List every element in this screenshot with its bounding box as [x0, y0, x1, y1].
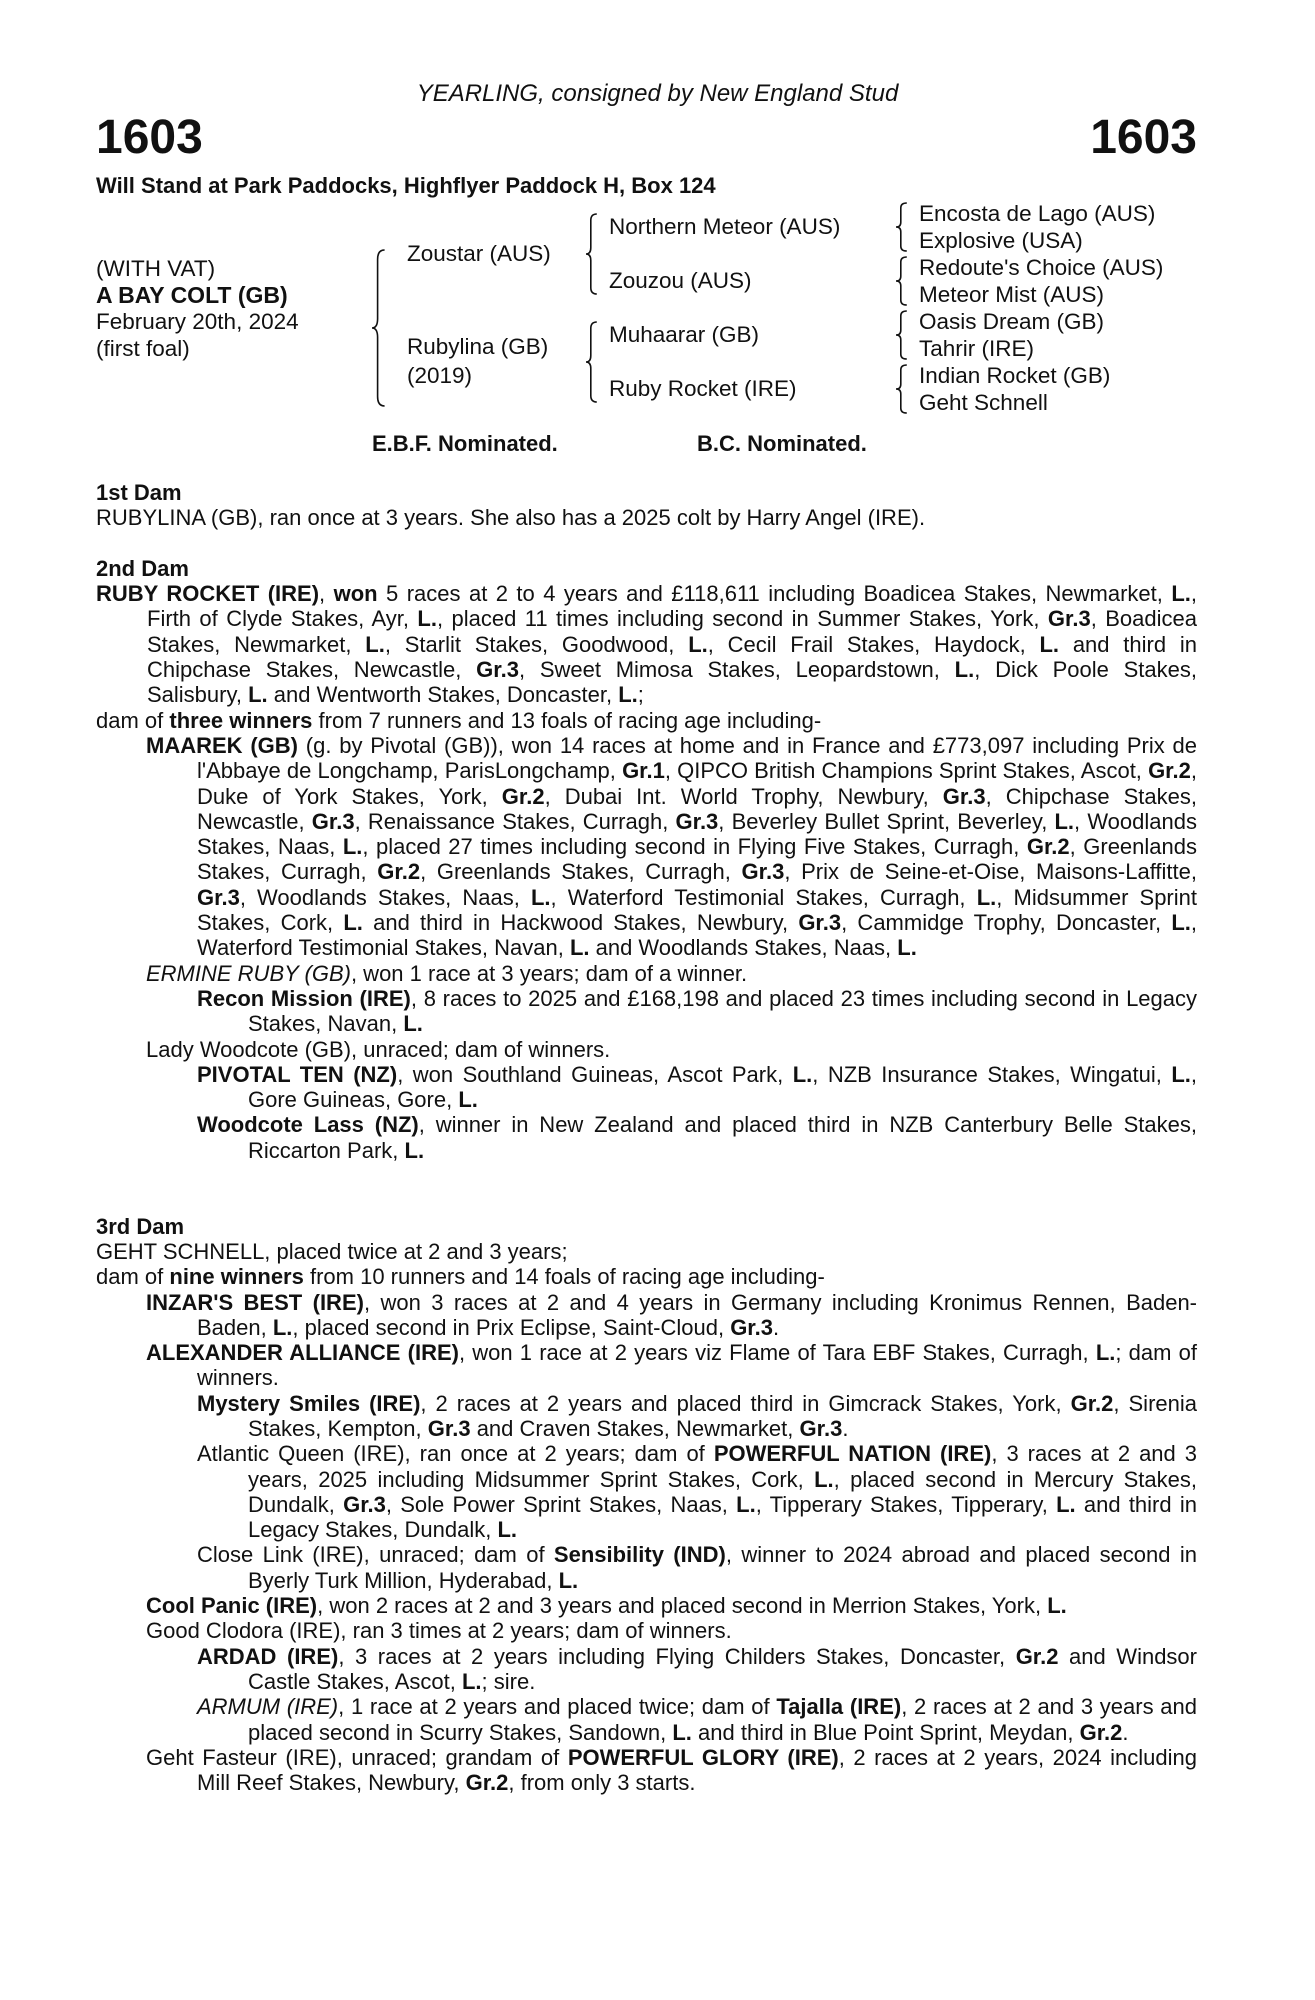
text-run: , Cammidge Trophy, Doncaster, [841, 910, 1172, 936]
bold-text: L. [497, 1517, 518, 1543]
dam-year: (2019) [407, 363, 473, 388]
bold-text: L. [976, 884, 997, 910]
bold-text: Recon Mission (IRE) [197, 985, 411, 1011]
dam-records [96, 480, 1197, 1821]
text-run: , winner in New Zealand and placed third in NZB Canterbury Belle Stakes, Riccarton Park, [248, 1112, 1197, 1163]
bold-text: POWERFUL GLORY (IRE) [567, 1744, 839, 1770]
bold-text: Gr.3 [741, 859, 785, 885]
bold-text: Gr.2 [377, 859, 421, 885]
text-run: , won 3 races at 2 and 4 years in Germany including Kronimus Rennen, Baden-Baden, [197, 1289, 1198, 1340]
record-paragraph [96, 505, 1197, 530]
ancestor-g3-8: Geht Schnell [919, 390, 1048, 415]
record-paragraph [96, 581, 1197, 707]
text-run: Good Clodora (IRE), ran 3 times at 2 years; dam of winners. [146, 1618, 732, 1644]
pedigree-brace-g3-3 [896, 311, 908, 359]
text-run: , QIPCO British Champions Sprint Stakes, Ascot, [664, 758, 1149, 784]
record-paragraph [96, 1239, 1197, 1264]
text-run: , Beverley Bullet Sprint, Beverley, [718, 808, 1055, 834]
record-paragraph [96, 1264, 1197, 1289]
bold-text: Gr.2 [465, 1770, 509, 1796]
bold-text: Gr.3 [476, 657, 519, 683]
text-run: and third in Blue Point Sprint, Meydan, [691, 1719, 1080, 1745]
bold-text: L. [461, 1668, 482, 1694]
bold-text: Gr.2 [501, 783, 545, 809]
bold-text: L. [343, 910, 363, 936]
bold-text: L. [248, 682, 268, 708]
text-run: , won 1 race at 2 years viz Flame of Tara EBF Stakes, Curragh, [458, 1340, 1096, 1366]
ancestor-g3-1: Encosta de Lago (AUS) [919, 201, 1156, 226]
bold-text: L. [404, 1137, 425, 1163]
lot-number-left: 1603 [96, 111, 203, 164]
record-paragraph [96, 1593, 1197, 1618]
record-paragraph [96, 1062, 1197, 1113]
text-run: , won Southland Guineas, Ascot Park, [397, 1061, 793, 1087]
text-run: and Wentworth Stakes, Doncaster, [267, 682, 619, 708]
bold-text: MAAREK (GB) [146, 732, 298, 758]
bold-text: L. [458, 1087, 478, 1113]
grandsire-1: Northern Meteor (AUS) [609, 214, 841, 239]
bold-text: L. [954, 657, 975, 683]
bold-text: Gr.3 [427, 1415, 471, 1441]
bold-text: L. [558, 1567, 579, 1593]
ancestor-g3-6: Tahrir (IRE) [919, 336, 1035, 361]
text-run: dam of [96, 707, 170, 733]
bold-text: RUBY ROCKET (IRE) [96, 581, 320, 607]
section-heading: 3rd Dam [96, 1213, 185, 1239]
text-run: , Waterford Testimonial Stakes, Navan, [197, 910, 1197, 961]
record-paragraph [96, 1745, 1197, 1796]
bold-text: L. [272, 1314, 293, 1340]
granddam-2: Ruby Rocket (IRE) [609, 376, 797, 401]
ancestor-g3-4: Meteor Mist (AUS) [919, 282, 1105, 307]
text-run: . [1122, 1719, 1129, 1745]
bold-text: Gr.3 [343, 1491, 386, 1517]
ebf-nomination: E.B.F. Nominated. [372, 431, 558, 456]
bold-text: Gr.2 [1015, 1643, 1059, 1669]
text-run: , Prix de Seine-et-Oise, Maisons-Laffitte, [784, 859, 1198, 885]
bold-text: Gr.3 [942, 783, 986, 809]
pedigree-brace-g3-2 [896, 257, 908, 305]
record-paragraph [96, 1340, 1197, 1391]
bold-text: POWERFUL NATION (IRE) [713, 1441, 992, 1467]
bold-text: L. [814, 1466, 834, 1492]
text-run: , Woodlands Stakes, Naas, [239, 884, 531, 910]
text-run: GEHT SCHNELL, placed twice at 2 and 3 years; [96, 1238, 568, 1264]
record-paragraph [96, 1391, 1197, 1442]
bold-text: L. [530, 884, 551, 910]
record-paragraph [96, 1542, 1197, 1593]
pedigree-brace-sire [586, 214, 598, 294]
record-paragraph [96, 1694, 1197, 1745]
bold-text: L. [365, 631, 385, 657]
stand-location: Will Stand at Park Paddocks, Highflyer Paddock H, Box 124 [96, 173, 716, 198]
text-run: 5 races at 2 to 4 years and £118,611 including Boadicea Stakes, Newmarket, [377, 581, 1172, 607]
text-run: , Firth of Clyde Stakes, Ayr, [147, 581, 1197, 632]
text-run: , 2 races at 2 years and placed third in Gimcrack Stakes, York, [420, 1390, 1071, 1416]
bold-text: Cool Panic (IRE) [146, 1593, 318, 1619]
bold-text: Tajalla (IRE) [776, 1694, 902, 1720]
text-run: , won 1 race at 3 years; dam of a winner. [350, 960, 748, 986]
bold-text: L. [688, 631, 708, 657]
text-run: from 7 runners and 13 foals of racing age including- [312, 707, 822, 733]
bold-text: L. [403, 1011, 423, 1037]
bold-text: L. [792, 1061, 813, 1087]
bold-text: won [333, 581, 378, 607]
bold-text: L. [342, 834, 363, 860]
ancestor-g3-3: Redoute's Choice (AUS) [919, 255, 1164, 280]
bold-text: Woodcote Lass (NZ) [197, 1112, 419, 1138]
bold-text: L. [618, 682, 638, 708]
text-run: , Starlit Stakes, Goodwood, [384, 631, 689, 657]
bold-text: L. [1039, 631, 1060, 657]
bold-text: L. [1171, 910, 1191, 936]
text-run: and third in Chipchase Stakes, Newcastle, [147, 631, 1197, 683]
record-paragraph [96, 1290, 1197, 1341]
text-run: , 3 races at 2 and 3 years, 2025 including Midsummer Sprint Stakes, Cork, [248, 1441, 1198, 1492]
text-run: , Waterford Testimonial Stakes, Curragh, [550, 884, 977, 910]
text-run: , Greenlands Stakes, Curragh, [420, 859, 742, 885]
text-run: , Cecil Frail Stakes, Haydock, [707, 631, 1040, 657]
record-paragraph [96, 1441, 1197, 1542]
bold-text: Gr.1 [622, 758, 665, 784]
bold-text: Gr.3 [1047, 606, 1091, 632]
bold-text: Sensibility (IND) [553, 1542, 726, 1568]
text-run: , placed 27 times including second in Flying Five Stakes, Curragh, [362, 834, 1027, 860]
text-run: , Duke of York Stakes, York, [197, 758, 1197, 809]
text-run: ; [637, 682, 644, 708]
foal-note: (first foal) [96, 336, 190, 361]
horse-name: A BAY COLT (GB) [96, 282, 288, 308]
bold-text: L. [672, 1719, 692, 1745]
text-run: and Windsor Castle Stakes, Ascot, [248, 1643, 1197, 1694]
text-run: , 3 races at 2 years including Flying Childers Stakes, Doncaster, [338, 1643, 1016, 1669]
text-run: Atlantic Queen (IRE), ran once at 2 years; dam of [197, 1441, 714, 1467]
text-run: Close Link (IRE), unraced; dam of [197, 1542, 554, 1568]
section-heading: 1st Dam [96, 480, 182, 505]
text-run: and third in Legacy Stakes, Dundalk, [248, 1491, 1197, 1543]
text-run: , Chipchase Stakes, Newcastle, [197, 783, 1198, 834]
text-run: , Woodlands Stakes, Naas, [197, 808, 1197, 860]
bold-text: Gr.3 [675, 808, 719, 834]
text-run: from 10 runners and 14 foals of racing age including- [303, 1264, 825, 1290]
text-run: , won 2 races at 2 and 3 years and placed second in Merrion Stakes, York, [317, 1593, 1048, 1619]
bold-text: L. [1054, 808, 1075, 834]
dam-section [96, 480, 1197, 531]
bold-text: L. [1047, 1593, 1067, 1619]
foaling-date: February 20th, 2024 [96, 309, 299, 334]
ancestor-g3-2: Explosive (USA) [919, 228, 1083, 253]
bold-text: L. [736, 1491, 756, 1517]
text-run: , NZB Insurance Stakes, Wingatui, [812, 1061, 1172, 1087]
bold-text: nine winners [169, 1264, 304, 1290]
bold-text: Gr.2 [1070, 1390, 1114, 1416]
record-paragraph [96, 961, 1197, 986]
bold-text: Gr.3 [311, 808, 355, 834]
text-run: , Midsummer Sprint Stakes, Cork, [197, 884, 1197, 936]
text-run: (g. by Pivotal (GB)), won 14 races at home and in France and £773,097 including Prix de l'Abbaye de Longchamp, ParisLongchamp, [197, 732, 1197, 784]
text-run: , 8 races to 2025 and £168,198 and placed 23 times including second in Legacy Stakes, Navan, [248, 985, 1198, 1037]
bold-text: Gr.3 [798, 910, 842, 936]
lot-number-right: 1603 [1090, 111, 1197, 164]
sire-name: Zoustar (AUS) [407, 241, 551, 266]
bold-text: L. [1095, 1340, 1116, 1366]
text-run: and third in Hackwood Stakes, Newbury, [362, 910, 799, 936]
bold-text: ARDAD (IRE) [197, 1643, 339, 1669]
bold-text: Gr.3 [197, 884, 240, 910]
text-run: , Greenlands Stakes, Curragh, [197, 834, 1197, 885]
dam-section [96, 556, 1197, 1163]
text-run: , Sole Power Sprint Stakes, Naas, [385, 1491, 737, 1517]
record-paragraph [96, 1618, 1197, 1643]
consignment-line: YEARLING, consigned by New England Stud [416, 80, 899, 107]
text-run: , [319, 581, 334, 607]
bold-text: INZAR'S BEST (IRE) [146, 1289, 364, 1315]
text-run: , placed second in Mercury Stakes, Dundalk, [248, 1466, 1198, 1517]
text-run: RUBYLINA (GB), ran once at 3 years. She also has a 2025 colt by Harry Angel (IRE). [96, 505, 926, 531]
grandsire-2: Muhaarar (GB) [609, 322, 760, 347]
text-run: dam of [96, 1264, 170, 1290]
text-run: , winner to 2024 abroad and placed second in Byerly Turk Million, Hyderabad, [248, 1542, 1197, 1593]
ancestor-g3-7: Indian Rocket (GB) [919, 363, 1111, 388]
bold-text: PIVOTAL TEN (NZ) [197, 1061, 398, 1087]
bold-text: three winners [169, 707, 313, 733]
ancestor-g3-5: Oasis Dream (GB) [919, 309, 1105, 334]
text-run: , Renaissance Stakes, Curragh, [354, 808, 676, 834]
bold-text: Gr.2 [1148, 758, 1191, 784]
text-run: , from only 3 starts. [508, 1770, 696, 1796]
vat-note: (WITH VAT) [96, 256, 216, 281]
record-paragraph [96, 1644, 1197, 1695]
bold-text: L. [897, 935, 917, 961]
text-run: and Woodlands Stakes, Naas, [589, 935, 898, 961]
pedigree-brace-g3-1 [896, 203, 908, 251]
pedigree-brace-main [372, 250, 386, 406]
bold-text: Gr.2 [1026, 834, 1070, 860]
bold-text: L. [417, 606, 437, 632]
bold-text: L. [1056, 1491, 1076, 1517]
bc-nomination: B.C. Nominated. [697, 431, 867, 456]
text-run: ; sire. [481, 1668, 536, 1694]
text-run: , placed second in Prix Eclipse, Saint-Cloud, [292, 1314, 731, 1340]
bold-text: Mystery Smiles (IRE) [197, 1390, 421, 1416]
text-run: Lady Woodcote (GB), unraced; dam of winners. [146, 1036, 611, 1062]
record-paragraph [96, 733, 1197, 961]
granddam-1: Zouzou (AUS) [609, 268, 752, 293]
text-run: , Boadicea Stakes, Newmarket, [147, 606, 1197, 657]
text-run: ; dam of winners. [197, 1340, 1197, 1391]
pedigree-brace-dam [586, 322, 598, 402]
bold-text: L. [1171, 581, 1191, 607]
text-run: , placed 11 times including second in Summer Stakes, York, [436, 606, 1048, 632]
text-run: , 2 races at 2 years, 2024 including Mill Reef Stakes, Newbury, [197, 1744, 1197, 1796]
section-heading: 2nd Dam [96, 555, 189, 581]
bold-text: L. [569, 935, 590, 961]
record-paragraph [96, 708, 1197, 733]
bold-text: Gr.2 [1079, 1719, 1123, 1745]
dam-section [96, 1214, 1197, 1796]
record-paragraph [96, 1112, 1197, 1163]
text-run: and Craven Stakes, Newmarket, [470, 1415, 800, 1441]
italic-text: ARMUM (IRE) [197, 1694, 339, 1720]
text-run: Geht Fasteur (IRE), unraced; grandam of [146, 1744, 568, 1770]
bold-text: Gr.3 [799, 1415, 843, 1441]
pedigree-brace-g3-4 [896, 365, 908, 413]
italic-text: ERMINE RUBY (GB) [146, 960, 351, 986]
text-run: , Tipperary Stakes, Tipperary, [755, 1491, 1057, 1517]
dam-name: Rubylina (GB) [407, 334, 549, 359]
record-paragraph [96, 986, 1197, 1037]
text-run: , Sirenia Stakes, Kempton, [248, 1390, 1197, 1441]
text-run: , 2 races at 2 and 3 years and placed second in Scurry Stakes, Sandown, [248, 1694, 1197, 1745]
record-paragraph [96, 1037, 1197, 1062]
text-run: . [842, 1415, 849, 1441]
text-run: , Gore Guineas, Gore, [248, 1061, 1197, 1113]
bold-text: ALEXANDER ALLIANCE (IRE) [146, 1340, 459, 1366]
text-run: , 1 race at 2 years and placed twice; dam of [338, 1694, 777, 1720]
bold-text: Gr.3 [730, 1314, 773, 1340]
text-run: , Sweet Mimosa Stakes, Leopardstown, [518, 657, 955, 683]
text-run: , Dick Poole Stakes, Salisbury, [147, 657, 1197, 708]
text-run: , Dubai Int. World Trophy, Newbury, [544, 783, 943, 809]
text-run: . [773, 1314, 780, 1340]
bold-text: L. [1171, 1061, 1191, 1087]
